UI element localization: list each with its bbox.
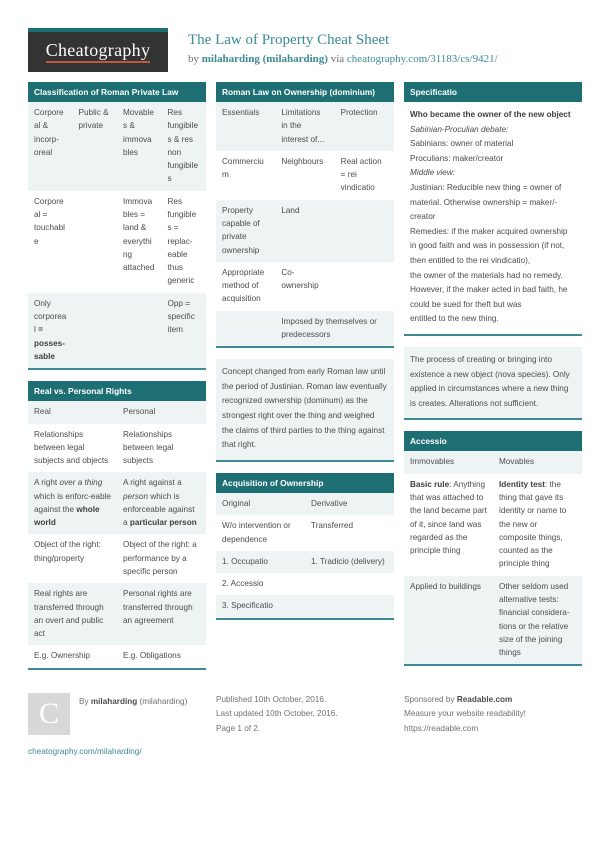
cheatography-logo[interactable] [28,28,168,72]
cell-text-bold-tail: Only corporeal = posses-sable [34,298,67,361]
cell: Object of the right: thing/property [28,534,117,583]
table-accessio [404,451,582,664]
block-specificatio-note [404,347,582,420]
sponsor-name[interactable]: Readable.com [456,694,513,704]
cell: Applied to buildings [404,576,493,665]
cell: E.g. Obligations [117,645,206,667]
cell: Public & private [73,102,118,191]
cell: Appropriate method of acquisition [216,262,275,311]
table-row [216,493,394,515]
cell: Original [216,493,305,515]
avatar: C [28,693,70,735]
byline [188,51,498,68]
table-row [28,583,206,645]
concept-note-text: Concept changed from early Roman law until the period of Justinian. Roman law eventually recognized ownership (dominum) as the strongest right over the thing and weighed the claims of third parties to the thing against that right. [216,359,394,460]
footer-site-link[interactable]: cheatography.com/milaharding/ [28,746,142,756]
sponsor-tagline: Measure your website readability! [404,709,526,719]
table-row [28,191,206,293]
sponsor-url[interactable]: https://readable.com [404,723,479,733]
cell: Property capable of private ownership [216,200,275,262]
block-title-real-personal: Real vs. Personal Rights [28,381,206,401]
cell [73,191,118,293]
block-acquisition [216,473,394,620]
cell: Corporeal = touchable [28,191,73,293]
block-roman-ownership [216,82,394,348]
page-title: The Law of Property Cheat Sheet [188,32,390,48]
specificatio-line: the owner of the materials had no remedy. However, if the maker acted in bad faith, he could be sued for theft but was [410,270,568,309]
specificatio-line [410,166,576,181]
block-title-acquisition: Acquisition of Ownership [216,473,394,493]
cell [117,293,162,368]
cell: Movables & immovables [117,102,162,191]
cell: Essentials [216,102,275,151]
table-row [216,573,394,595]
cell: Commercium [216,151,275,200]
cell: Relationships between legal subjects and objects [28,424,117,473]
footer-author-column [28,693,206,756]
table-acquisition [216,493,394,618]
cell: Res fungibiles & res non fungibiles [162,102,207,191]
cell: Corporeal & incorp-oreal [28,102,73,191]
table-row [216,200,394,262]
table-row [28,401,206,423]
cell [404,474,493,576]
header-titles [188,28,498,67]
cell: Object of the right: a performance by a specific person [117,534,206,583]
specificatio-line-text: Sabinian-Proculian debate: [410,124,509,134]
cell: A right over a thing which is enforc-eable against the whole world [28,472,117,534]
published-date: Published 10th October, 2016. [216,694,327,704]
specificatio-note-text: The process of creating or bringing into existence a new object (nova species). Only applied in circumstances where a new thing is creates. Alterations not sufficient. [404,347,582,418]
cell: Immovables = land & everything attached [117,191,162,293]
table-row [216,515,394,551]
cell [335,262,394,311]
table-roman-ownership [216,102,394,346]
table-row [28,534,206,583]
cell: Transferred [305,515,394,551]
cell [73,293,118,368]
cell: Other seldom used alternative tests: financial considera-tions or the relative size of the joining things [493,576,582,665]
cell [493,474,582,576]
cell: Land [275,200,334,262]
cell: Limitations in the interest of... [275,102,334,151]
sponsor-line [404,693,582,708]
table-row [28,472,206,534]
specificatio-body [404,102,582,334]
table-real-personal [28,401,206,668]
block-classification [28,82,206,370]
table-row [28,424,206,473]
cell: Real action = rei vindicatio [335,151,394,200]
page-footer [28,681,572,756]
column-3 [404,82,582,677]
table-row [216,102,394,151]
block-accessio [404,431,582,666]
author-name[interactable]: milaharding [90,696,138,706]
specificatio-line-text: Middle view: [410,168,456,178]
sponsor-prefix: Sponsored by [404,694,457,704]
cell-text: : the thing that gave its identity or name to the new or composite things, counted as the principle thing [499,479,567,569]
cell: Opp = specific item [162,293,207,368]
updated-date: Last updated 10th October, 2016. [216,709,338,719]
logo-text: Cheatography [46,41,151,64]
column-2 [216,82,394,631]
cell: Immovables [404,451,493,473]
page-header [28,0,572,82]
column-1 [28,82,206,681]
specificatio-line-text: Who became the owner of the new object [410,110,571,120]
specificatio-line [410,108,576,123]
cell: Movables [493,451,582,473]
content-columns [28,82,572,681]
table-row [216,595,394,617]
table-row [404,474,582,576]
cell: Personal [117,401,206,423]
cell-text: : Anything that was attached to the land became part of it, since land was regarded as the principle thing [410,479,487,556]
specificatio-line: Sabinians: owner of material [410,139,514,149]
cell: Personal rights are transferred through an agreement [117,583,206,645]
cell: Derivative [305,493,394,515]
footer-author-meta [79,693,187,709]
byline-prefix: by [188,52,202,65]
table-row [28,645,206,667]
cell: Relationships between legal subjects [117,424,206,473]
footer-dates-column [216,693,394,756]
cell: Neighbours [275,151,334,200]
table-row [28,293,206,368]
cell: Imposed by themselves or predecessors [275,311,394,347]
cell: 1. Occupatio [216,551,305,573]
cell: Res fungibles = replac-eable thus generic [162,191,207,293]
block-real-personal [28,381,206,670]
specificatio-line: Remedies: if the maker acquired ownership in good faith and was in possession (if not, then entitled to the rei vindicatio), [410,226,568,266]
table-row [404,576,582,665]
block-title-specificatio: Specificatio [404,82,582,102]
block-specificatio [404,82,582,336]
block-title-accessio: Accessio [404,431,582,451]
table-row [216,551,394,573]
table-classification [28,102,206,368]
specificatio-line: Proculians: maker/creator [410,153,504,163]
cell [305,573,394,595]
cell: Real rights are transferred through an overt and public act [28,583,117,645]
block-concept-note [216,359,394,462]
cell [335,200,394,262]
by-prefix: By [79,696,91,706]
cell: Co-ownership [275,262,334,311]
specificatio-line: Justinian: Reducible new thing = owner of material. Otherwise ownership = maker/-creator [410,183,562,222]
byline-url[interactable]: cheatography.com/31183/cs/9421/ [346,52,498,65]
specificatio-line: entitled to the new thing. [410,314,499,324]
specificatio-line [410,123,576,138]
page-number: Page 1 of 2. [216,723,261,733]
block-title-roman-ownership: Roman Law on Ownership (dominium) [216,82,394,102]
byline-via: via [327,52,347,65]
cell: A right against a person which is enforceable against a particular person [117,472,206,534]
cell [305,595,394,617]
cell: W/o intervention or dependence [216,515,305,551]
cell: Real [28,401,117,423]
table-row [216,311,394,347]
footer-sponsor-column [404,693,582,756]
cell: 1. Tradicio (delivery) [305,551,394,573]
table-row [216,151,394,200]
cell-label: Basic rule [410,479,450,489]
cell [28,293,73,368]
cell [216,311,275,347]
cell: 2. Accessio [216,573,305,595]
author-handle: (milaharding) [137,696,188,706]
cell: Protection [335,102,394,151]
block-title-classification: Classification of Roman Private Law [28,82,206,102]
table-row [28,102,206,191]
table-row [404,451,582,473]
footer-author-row [28,693,206,735]
table-row [216,262,394,311]
cell: E.g. Ownership [28,645,117,667]
byline-author[interactable]: milaharding (milaharding) [201,52,328,65]
cell-label: Identity test [499,479,545,489]
cell: 3. Specificatio [216,595,305,617]
